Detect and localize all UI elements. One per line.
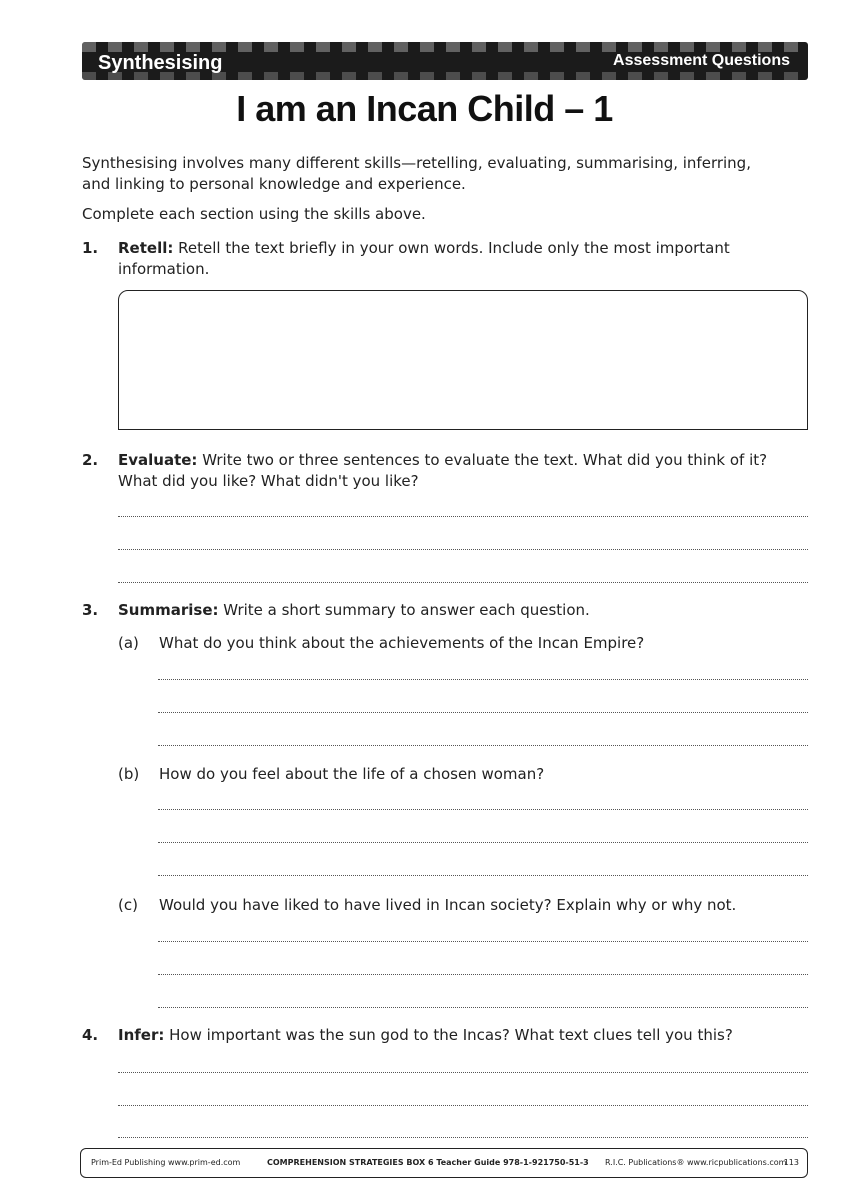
question-keyword: Summarise: [118,601,219,619]
question-2 [82,450,808,494]
question-number: 3. [82,601,99,619]
answer-line[interactable] [158,974,808,975]
question-3 [82,600,808,622]
question-number: 4. [82,1026,99,1044]
sub-question-letter: (a) [118,634,139,652]
sub-question-letter: (c) [118,896,138,914]
question-body [118,1025,808,1046]
intro-text: Synthesising involves many different skills—retelling, evaluating, summarising, inferring, and linking to personal knowledge and experience. [82,154,751,193]
answer-line[interactable] [158,745,808,746]
section-banner [82,42,808,80]
answer-line[interactable] [158,809,808,810]
answer-line[interactable] [158,712,808,713]
question-text: How important was the sun god to the Incas? What text clues tell you this? [164,1026,733,1044]
answer-line[interactable] [118,1105,808,1106]
page-footer [80,1148,808,1178]
instruction-text: Complete each section using the skills above. [82,205,426,223]
answer-line[interactable] [118,516,808,517]
answer-line[interactable] [118,1137,808,1138]
question-body [118,600,808,621]
answer-line[interactable] [158,1007,808,1008]
footer-distributor: R.I.C. Publications® www.ricpublications.com [605,1158,787,1167]
question-keyword: Retell: [118,239,174,257]
question-text: Retell the text briefly in your own words. Include only the most important information. [118,239,730,278]
answer-line[interactable] [158,875,808,876]
sub-question-text: Would you have liked to have lived in Incan society? Explain why or why not. [159,896,737,914]
question-keyword: Infer: [118,1026,165,1044]
footer-series: COMPREHENSION STRATEGIES BOX 6 Teacher Guide 978-1-921750-51-3 [267,1158,589,1167]
answer-line[interactable] [158,941,808,942]
question-text: Write a short summary to answer each question. [218,601,590,619]
sub-question-letter: (b) [118,765,140,783]
answer-line[interactable] [118,549,808,550]
question-body [118,238,808,280]
question-number: 2. [82,451,99,469]
question-number: 1. [82,239,99,257]
answer-line[interactable] [158,679,808,680]
answer-line[interactable] [118,582,808,583]
sub-question-text: How do you feel about the life of a chosen woman? [159,765,545,783]
answer-line[interactable] [118,1072,808,1073]
sub-question-c [118,895,808,917]
section-label: Assessment Questions [613,52,790,69]
footer-publisher: Prim-Ed Publishing www.prim-ed.com [91,1158,241,1167]
answer-line[interactable] [158,842,808,843]
page-title: I am an Incan Child – 1 [236,88,613,129]
sub-question-text: What do you think about the achievements of the Incan Empire? [159,634,645,652]
question-body [118,450,808,492]
question-1 [82,238,808,282]
retell-answer-box[interactable] [118,290,808,430]
page-number: 113 [783,1158,799,1167]
section-title: Synthesising [98,52,223,74]
question-4 [82,1025,808,1047]
sub-question-a [118,633,808,655]
question-keyword: Evaluate: [118,451,198,469]
sub-question-b [118,764,808,786]
question-text: Write two or three sentences to evaluate the text. What did you think of it? What did you like? What didn't you like? [118,451,768,490]
